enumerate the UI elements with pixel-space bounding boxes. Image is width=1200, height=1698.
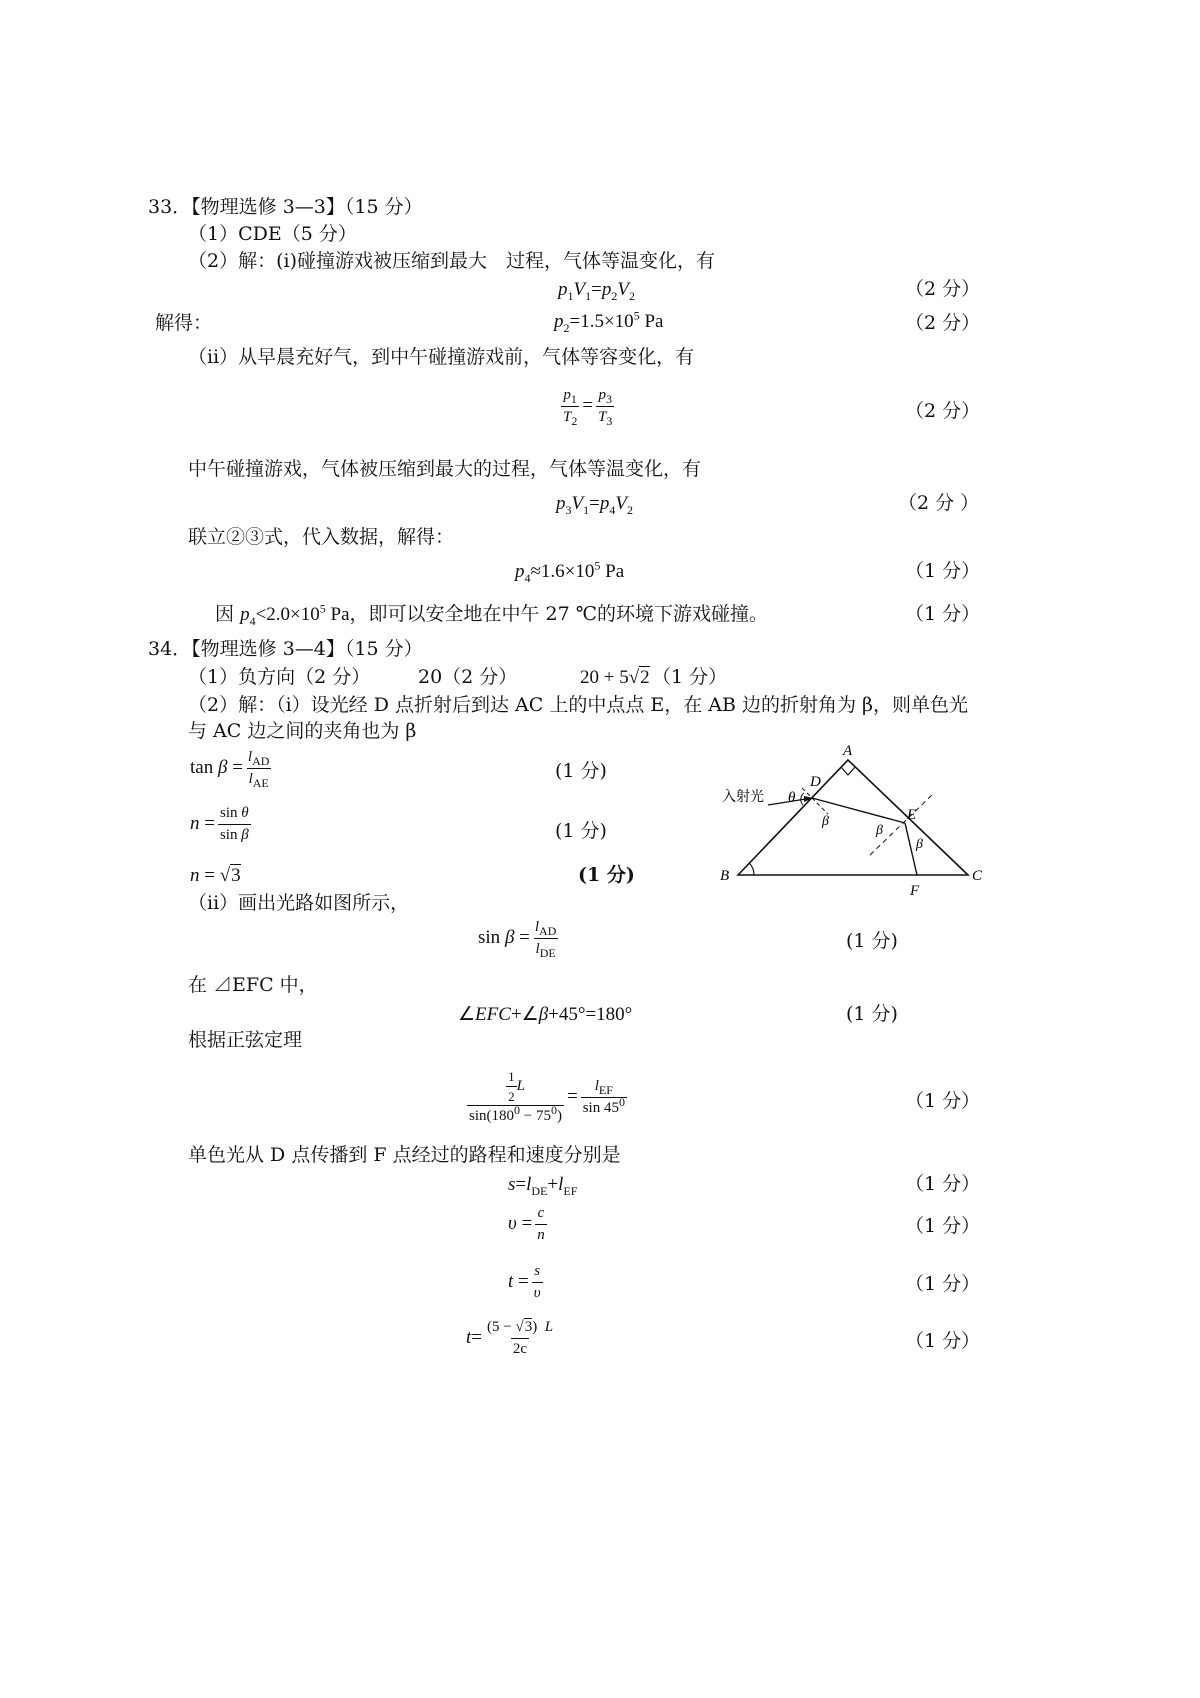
label-theta: θ xyxy=(788,790,796,806)
label-beta-2: β xyxy=(876,823,883,838)
right-angle-mark xyxy=(841,767,855,775)
q34-eq-sine-law-score: （1 分） xyxy=(905,1090,981,1112)
q34-eq-tan: tan β = $\frac{l_{AD}}{l_{AE}}$ xyxy=(190,749,270,790)
q34-part5: 根据正弦定理 xyxy=(188,1029,303,1051)
prism-triangle xyxy=(738,760,968,875)
q34-eq-tan-score: (1 分) xyxy=(555,760,607,782)
q34-eq-sin: sin β = $\frac{l_{AD}}{l_{DE}}$ xyxy=(478,919,557,960)
q33-eq1: $p_1V_1=p_2V_2$ xyxy=(558,279,635,303)
q33-conclusion-score: （1 分） xyxy=(905,603,981,625)
prism-light-path-figure xyxy=(700,745,1000,905)
q34-title: 34．【物理选修 3—4】（15 分） xyxy=(148,638,423,660)
q34-eq-sin-score: (1 分) xyxy=(846,930,898,952)
label-beta-1: β xyxy=(822,814,829,829)
q34-eq-sine-law: $\frac{1}{2}$ L $\sin(180^0 - 75^0)$ = $\frac{l_{EF}}{\sin 45^0}$ xyxy=(469,1069,625,1125)
angle-mark-b xyxy=(749,863,754,875)
q33-title: 33．【物理选修 3—3】（15 分） xyxy=(148,196,423,218)
q34-part1c-expr: 20 + 5√2 xyxy=(580,667,650,688)
q34-part4: 在 ⊿EFC 中， xyxy=(188,974,318,996)
q34-eq-t-result-score: （1 分） xyxy=(905,1330,981,1352)
q33-eq2: $p_2=1.5\times 10^5$ Pa xyxy=(554,308,664,335)
q34-eq-s: $s=l_{DE}+l_{EF}$ xyxy=(508,1174,578,1198)
q34-eq-t-result: t= $\frac{(5 - √3) L}{2c}$ xyxy=(466,1319,554,1357)
q34-eq-angle: ∠EFC+∠β+45°=180° xyxy=(458,1004,633,1025)
incident-light-label: 入射光 xyxy=(722,790,764,805)
label-beta-3: β xyxy=(916,837,923,852)
q33-eq4-score: （2 分 ） xyxy=(898,492,980,514)
q33-eq1-score: （2 分） xyxy=(905,278,981,300)
q34-eq-v-score: （1 分） xyxy=(905,1215,981,1237)
q33-eq2-score: （2 分） xyxy=(905,312,981,334)
q34-part1b: 20（2 分） xyxy=(418,666,518,688)
q34-eq-n-value-score: (1 分) xyxy=(578,864,635,886)
label-d: D xyxy=(810,774,821,790)
q33-part4: 中午碰撞游戏，气体被压缩到最大的过程，气体等温变化，有 xyxy=(188,458,702,480)
label-c: C xyxy=(972,868,983,884)
q34-eq-n: n = $\frac{\text{sin θ}}{\text{sin β}}$ xyxy=(190,805,249,843)
q33-solved-label: 解得： xyxy=(155,312,213,334)
label-a: A xyxy=(843,745,853,759)
q33-part5: 联立②③式，代入数据，解得： xyxy=(188,526,455,548)
q34-part1c-score: （1 分） xyxy=(652,666,728,688)
label-e: E xyxy=(907,807,917,823)
label-b: B xyxy=(720,868,730,884)
q33-part2: （2）解：(ⅰ)碰撞游戏被压缩到最大 过程，气体等温变化，有 xyxy=(188,250,715,272)
q34-part1a: （1）负方向（2 分） xyxy=(188,666,371,688)
q33-eq3: $\frac{p_1}{T_2}$ = $\frac{p_3}{T_3}$ xyxy=(563,387,613,428)
q34-eq-t-score: （1 分） xyxy=(905,1273,981,1295)
q34-part6: 单色光从 D 点传播到 F 点经过的路程和速度分别是 xyxy=(188,1144,621,1166)
q33-eq5: $p_4\approx 1.6\times 10^5$ Pa xyxy=(515,558,625,585)
q34-part3: （ii）画出光路如图所示， xyxy=(188,892,410,914)
q33-eq5-score: （1 分） xyxy=(905,560,981,582)
q33-conclusion: 因 $p_4<2.0\times 10^5$ Pa，即可以安全地在中午 27 ℃的环境下游戏碰撞。 xyxy=(215,601,769,628)
q33-part3: （ⅱ）从早晨充好气，到中午碰撞游戏前，气体等容变化，有 xyxy=(188,346,695,368)
q33-eq3-score: （2 分） xyxy=(905,400,981,422)
q34-eq-n-value: n = √3 xyxy=(190,865,241,886)
label-f: F xyxy=(910,883,920,899)
q34-eq-n-score: (1 分) xyxy=(555,820,607,842)
q33-eq4: $p_3V_1=p_4V_2$ xyxy=(556,493,633,517)
q34-part2-line2: 与 AC 边之间的夹角也为 β xyxy=(188,720,417,742)
q34-eq-s-score: （1 分） xyxy=(905,1173,981,1195)
q33-part1: （1）CDE（5 分） xyxy=(188,223,357,245)
q34-part2-line1: （2）解：（i）设光经 D 点折射后到达 AC 上的中点点 E，在 AB 边的折射角为 β，则单色光 xyxy=(188,694,969,716)
q34-eq-v: υ = $\frac{c}{n}$ xyxy=(508,1205,545,1243)
q34-eq-angle-score: (1 分) xyxy=(846,1003,898,1025)
q34-eq-t: t = $\frac{s}{\upsilon}$ xyxy=(508,1263,541,1301)
